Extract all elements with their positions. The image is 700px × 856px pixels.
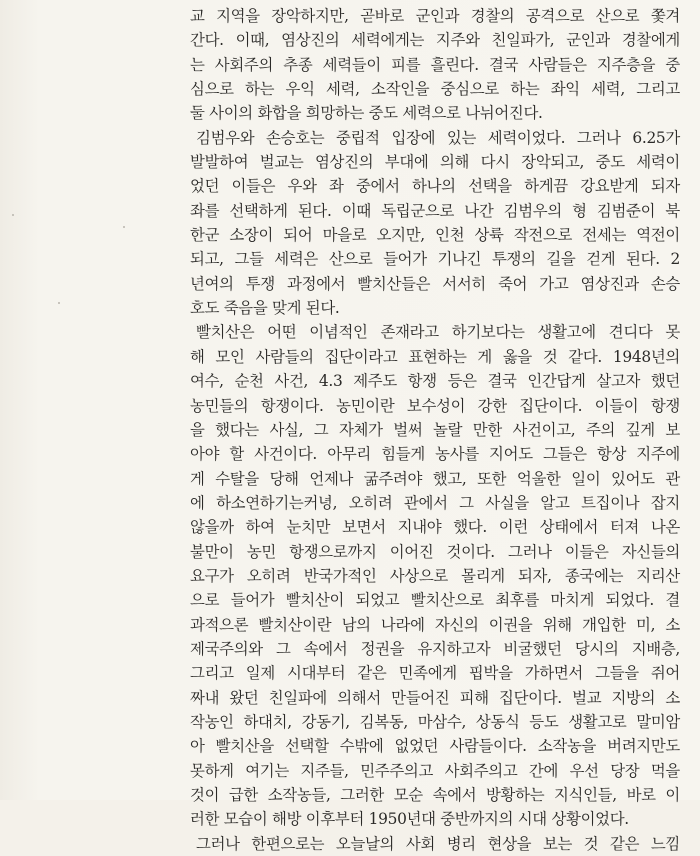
text-line: 둘 사이의 화합을 희망하는 중도 세력으로 나뉘어진다. xyxy=(190,104,543,123)
text-line: 아야 할 사건이다. 아무리 힘들게 농사를 지어도 그들은 항상 지주에 xyxy=(190,445,680,464)
paragraph xyxy=(190,4,680,126)
text-line: 호도 죽음을 맞게 된다. xyxy=(190,299,340,318)
text-line: 간다. 이때, 염상진의 세력에게는 지주와 친일파가, 군인과 경찰에게 xyxy=(190,31,680,50)
scan-speck xyxy=(123,226,125,228)
text-line: 아 빨치산을 선택할 수밖에 없었던 사람들이다. 소작농을 버려지만도 xyxy=(190,737,680,756)
text-line: 그리고 일제 시대부터 같은 민족에게 핍박을 가하면서 그들을 쥐어 xyxy=(190,664,680,683)
text-line: 작농인 하대치, 강동기, 김복동, 마삼수, 상동식 등도 생활고로 말미암 xyxy=(190,712,680,731)
text-line: 교 지역을 장악하지만, 곧바로 군인과 경찰의 공격으로 산으로 쫓겨 xyxy=(190,7,680,25)
paragraph xyxy=(190,320,680,831)
text-line: 과적으론 빨치산이란 남의 나라에 자신의 이권을 위해 개입한 미, 소 xyxy=(190,615,680,634)
text-line: 못하게 여기는 지주들, 민주주의고 사회주의고 간에 우선 당장 먹을 xyxy=(190,761,680,780)
text-line: 그러나 한편으로는 오늘날의 사회 병리 현상을 보는 것 같은 느낌 xyxy=(196,834,680,853)
text-line: 김범우와 손승호는 중립적 입장에 있는 세력이었다. 그러나 6.25가 xyxy=(196,128,680,147)
text-line: 었던 이들은 우와 좌 중에서 하나의 선택을 하게끔 강요받게 되자 xyxy=(190,177,680,196)
text-line: 발발하여 벌교는 염상진의 부대에 의해 다시 장악되고, 중도 세력이 xyxy=(190,153,680,172)
text-line: 러한 모습이 해방 이후부터 1950년대 중반까지의 시대 상황이었다. xyxy=(190,810,629,829)
text-line: 에 하소연하기는커녕, 오히려 관에서 그 사실을 알고 트집이나 잡지 xyxy=(190,493,680,512)
text-line: 으로 들어가 빨치산이 되었고 빨치산으로 최후를 마치게 되었다. 결 xyxy=(190,591,680,610)
text-line: 되고, 그들 세력은 산으로 들어가 기나긴 투쟁의 길을 걷게 된다. 2 xyxy=(190,250,680,269)
paragraph xyxy=(190,126,680,321)
text-line: 해 모인 사람들의 집단이라고 표현하는 게 옳을 것 같다. 1948년의 xyxy=(190,347,680,366)
text-line: 게 수탈을 당해 언제나 굶주려야 했고, 또한 억울한 일이 있어도 관 xyxy=(190,469,680,488)
text-line: 한군 소장이 되어 마을로 오지만, 인천 상륙 작전으로 전세는 역전이 xyxy=(190,226,680,245)
text-line: 빨치산은 어떤 이념적인 존재라고 하기보다는 생활고에 견디다 못 xyxy=(196,323,680,342)
body-text xyxy=(190,4,680,856)
text-line: 좌를 선택하게 된다. 이때 독립군으로 나간 김범우의 형 김범준이 북 xyxy=(190,201,680,220)
text-line: 않을까 하여 눈치만 보면서 지내야 했다. 이런 상태에서 터져 나온 xyxy=(190,518,680,537)
text-line: 제국주의와 그 속에서 정권을 유지하고자 비굴했던 당시의 지배층, xyxy=(190,639,680,658)
text-line: 심으로 하는 우익 세력, 소작인을 중심으로 하는 좌익 세력, 그리고 xyxy=(190,80,680,99)
text-line: 농민들의 항쟁이다. 농민이란 보수성이 강한 집단이다. 이들이 항쟁 xyxy=(190,396,680,415)
paragraph xyxy=(190,832,680,856)
text-line: 요구가 오히려 반국가적인 사상으로 몰리게 되자, 종국에는 지리산 xyxy=(190,566,680,585)
text-line: 불만이 농민 항쟁으로까지 이어진 것이다. 그러나 이들은 자신들의 xyxy=(190,542,680,561)
text-line: 을 했다는 사실, 그 자체가 벌써 놀랄 만한 사건이고, 주의 깊게 보 xyxy=(190,420,680,439)
text-line: 짜내 왔던 친일파에 의해서 만들어진 피해 집단이다. 벌교 지방의 소 xyxy=(190,688,680,707)
text-line: 년여의 투쟁 과정에서 빨치산들은 서서히 죽어 가고 염상진과 손승 xyxy=(190,274,680,293)
text-line: 것이 급한 소작농들, 그러한 모순 속에서 방황하는 지식인들, 바로 이 xyxy=(190,786,680,804)
text-line: 여수, 순천 사건, 4.3 제주도 항쟁 등은 결국 인간답게 살고자 했던 xyxy=(190,372,680,391)
scan-speck xyxy=(58,302,60,304)
text-line: 는 사회주의 추종 세력들이 피를 흘린다. 결국 사람들은 지주층을 중 xyxy=(190,55,680,74)
scan-speck xyxy=(12,214,14,216)
